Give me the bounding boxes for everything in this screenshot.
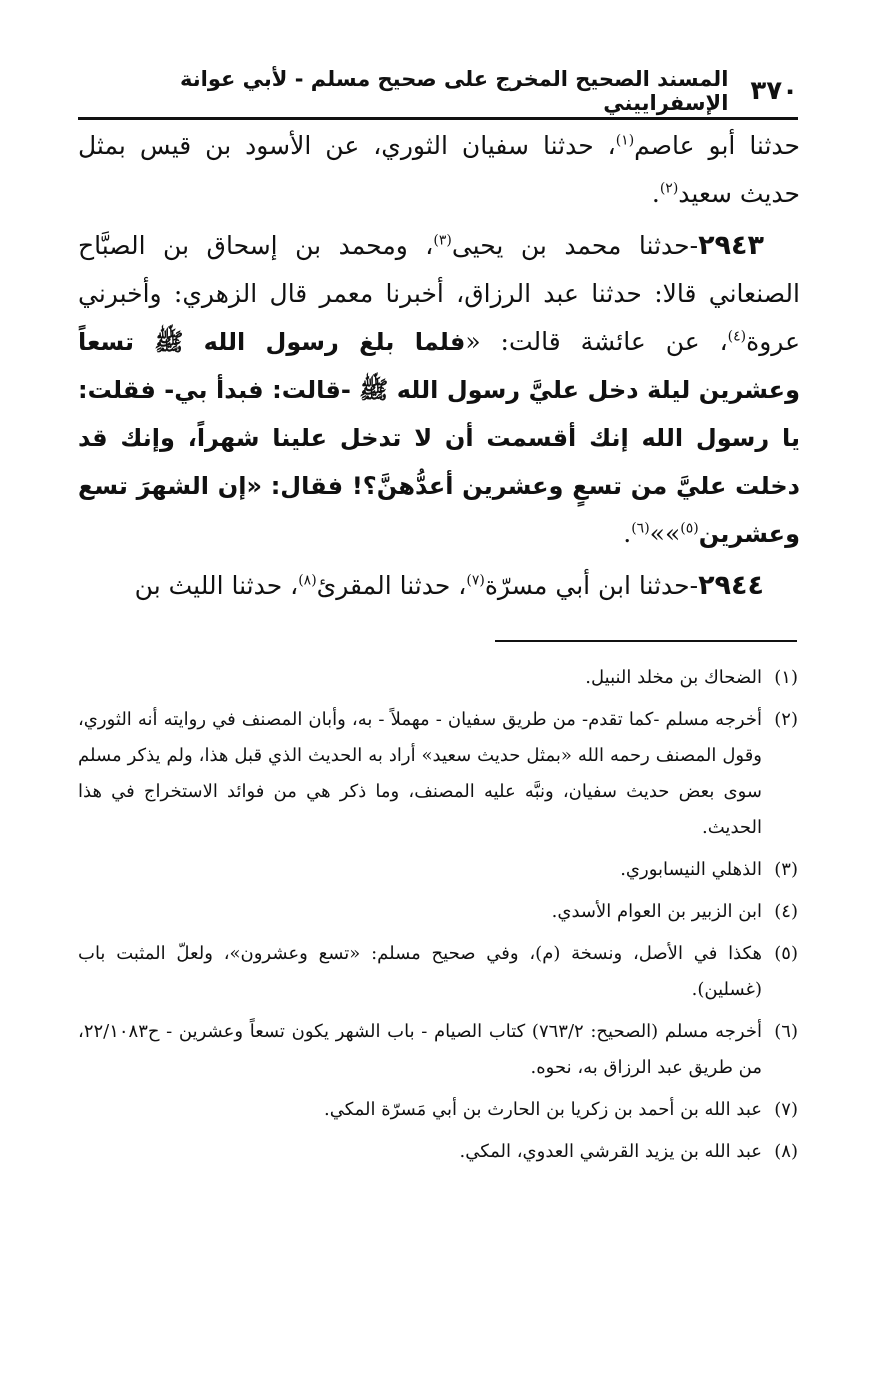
footnote-ref: (١) — [615, 132, 635, 149]
hadith-matn: فلما بلغ رسول الله ﷺ تسعاً وعشرين ليلة دخل عليَّ رسول الله ﷺ -قالت: فبدأ بي- فقلت: يا رسول الله إنك أقسمت أن لا تدخل علينا شهراً، وإنك قد دخلت عليَّ من تسعٍ وعشرين أعدُّهنَّ؟! فقال: «إن الشهرَ تسع وعشرين — [78, 328, 800, 548]
footnote-number: (١) — [774, 667, 798, 688]
footnote-number: (٥) — [774, 943, 798, 964]
footnote-text: أخرجه مسلم (الصحيح: ٧٦٣/٢) كتاب الصيام - باب الشهر يكون تسعاً وعشرين - ح٢٢/١٠٨٣، من طريق عبد الرزاق به، نحوه. — [78, 1021, 762, 1078]
footnote-separator — [495, 640, 797, 642]
footnote — [78, 1014, 798, 1086]
footnote-text: عبد الله بن أحمد بن زكريا بن الحارث بن أبي مَسرّة المكي. — [323, 1099, 762, 1120]
footnote-text: الذهلي النيسابوري. — [620, 859, 762, 880]
text-run: . — [651, 179, 660, 208]
footnote-text: ابن الزبير بن العوام الأسدي. — [551, 901, 762, 922]
text-run: -حدثنا محمد بن يحيى — [451, 231, 699, 260]
paragraph-1 — [78, 122, 800, 218]
text-run: ، حدثنا سفيان الثوري، عن الأسود بن قيس بمثل حديث سعيد — [78, 131, 800, 208]
footnote-ref: (٨) — [298, 572, 317, 589]
text-run: ، عن عائشة قالت: « — [465, 327, 728, 356]
footnote-text: الضحاك بن مخلد النبيل. — [585, 667, 762, 688]
footnotes — [78, 660, 798, 1176]
text-run: »» — [649, 519, 681, 548]
footnote-text: هكذا في الأصل، ونسخة (م)، وفي صحيح مسلم: «تسع وعشرون»، ولعلّ المثبت باب (غسلين). — [78, 943, 762, 1000]
footnote-ref: (٢) — [659, 180, 679, 197]
footnote-ref: (٤) — [727, 328, 747, 345]
footnote-ref: (٥) — [680, 520, 699, 537]
footnote — [78, 936, 798, 1008]
footnote-number: (٨) — [774, 1141, 798, 1162]
text-run: حدثنا أبو عاصم — [634, 131, 801, 160]
footnote-ref: (٧) — [466, 572, 485, 589]
hadith-number: ٢٩٤٣ — [698, 230, 764, 261]
footnote-number: (٤) — [774, 901, 798, 922]
footnote-ref: (٣) — [433, 232, 452, 249]
footnote-text: أخرجه مسلم -كما تقدم- من طريق سفيان - مهملاً - به، وأبان المصنف في روايته أنه الثوري، وقول المصنف رحمه الله «بمثل حديث سعيد» أراد به الحديث الذي قبل هذا، ولم يذكر مسلم سوى بعض حديث سفيان، ونبَّه عليه المصنف، وما ذكر هي من فوائد الاستخراج في هذا الحديث. — [78, 709, 762, 838]
footnote — [78, 852, 798, 888]
footnote — [78, 660, 798, 696]
hadith-2944 — [78, 562, 800, 610]
text-run: -حدثنا ابن أبي مسرّة — [484, 571, 699, 600]
text-run: ، حدثنا الليث بن — [134, 571, 299, 600]
text-run: ، حدثنا المقرئ — [316, 571, 467, 600]
footnote-number: (٣) — [774, 859, 798, 880]
main-text — [78, 122, 800, 614]
running-title: المسند الصحيح المخرج على صحيح مسلم - لأبي عوانة الإسفراييني — [180, 67, 729, 115]
page-header — [80, 68, 798, 114]
footnote-number: (٦) — [774, 1021, 798, 1042]
text-run: ، ومحمد بن إسحاق بن الصبَّاح الصنعاني قالا: حدثنا عبد الرزاق، أخبرنا معمر قال الزهري: وأخبرني عروة — [78, 231, 800, 356]
text-run: . — [623, 519, 632, 548]
footnote — [78, 1134, 798, 1170]
footnote-ref: (٦) — [631, 520, 650, 537]
hadith-number: ٢٩٤٤ — [698, 570, 764, 601]
footnote — [78, 702, 798, 846]
header-rule — [78, 117, 798, 120]
footnote-number: (٢) — [774, 709, 798, 730]
page-number: ٣٧٠ — [750, 76, 798, 106]
footnote — [78, 894, 798, 930]
footnote-number: (٧) — [774, 1099, 798, 1120]
hadith-2943 — [78, 222, 800, 558]
footnote-text: عبد الله بن يزيد القرشي العدوي، المكي. — [459, 1141, 762, 1162]
footnote — [78, 1092, 798, 1128]
